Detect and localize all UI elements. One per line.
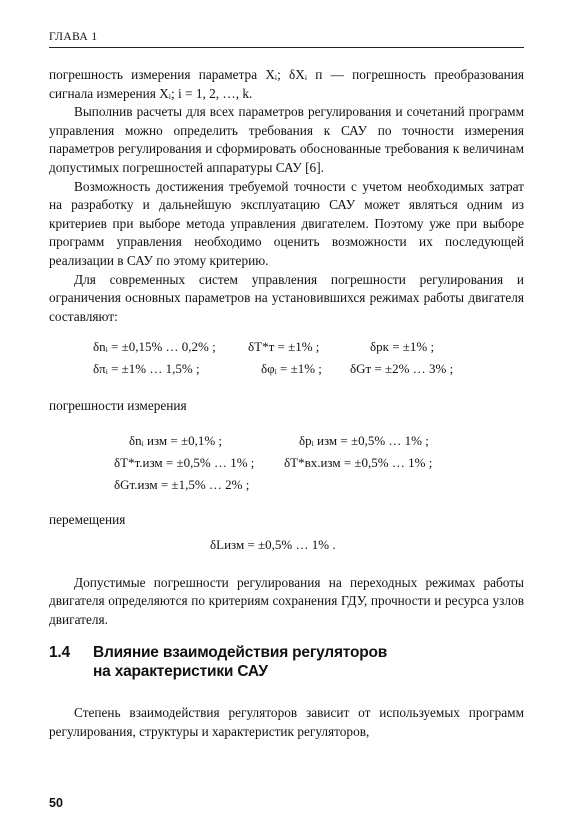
equation: δLизм = ±0,5% … 1% .	[210, 536, 336, 552]
label-measurement-errors: погрешности измерения	[49, 398, 187, 414]
measurement-errors-equations	[49, 430, 524, 496]
equation: δpᵢ изм = ±0,5% … 1% ;	[299, 432, 429, 448]
section-title-line1: Влияние взаимодействия регуляторов	[93, 644, 388, 662]
equation: δpк = ±1% ;	[370, 339, 435, 355]
equation: δT*т = ±1% ;	[248, 339, 320, 355]
equation: δπᵢ = ±1% … 1,5% ;	[93, 361, 200, 377]
label-displacement: перемещения	[49, 511, 126, 527]
section-title-line2: на характеристики САУ	[93, 663, 268, 681]
equation-row	[49, 452, 524, 474]
chapter-title: ГЛАВА 1	[49, 31, 98, 43]
paragraph-interaction-degree: Степень взаимодействия регуляторов зависит от используемых программ регулирования, структуры и характеристик регуляторов,	[49, 705, 524, 739]
page-body	[49, 66, 524, 741]
equation: δT*т.изм = ±0,5% … 1% ;	[114, 454, 255, 470]
equation-row	[49, 474, 524, 496]
paragraph-accuracy-criterion: Возможность достижения требуемой точности с учетом необходимых затрат на разработку и дальнейшую эксплуатацию САУ может являться одним из критериев при выборе метода управления двигателем. Поэтому уже при выборе программ управления необходимо оценить возможности их последующей реализации в САУ по этому критерию.	[49, 178, 524, 268]
regulation-errors-equations	[49, 336, 524, 382]
equation: δT*вх.изм = ±0,5% … 1% ;	[284, 454, 433, 470]
equation: δGт = ±2% … 3% ;	[350, 361, 454, 377]
equation: δnᵢ изм = ±0,1% ;	[129, 432, 223, 448]
displacement-equation	[49, 534, 524, 556]
section-number: 1.4	[49, 644, 70, 662]
equation: δφᵢ = ±1% ;	[261, 361, 322, 377]
paragraph-continuation: погрешность измерения параметра Xᵢ; δXᵢ п — погрешность преобразования сигнала измерения Xᵢ; i = 1, 2, …, k.	[49, 67, 524, 101]
equation: δnᵢ = ±0,15% … 0,2% ;	[93, 339, 216, 355]
page-number: 50	[49, 796, 63, 810]
equation-row	[49, 430, 524, 452]
paragraph-requirements: Выполнив расчеты для всех параметров регулирования и сочетаний программ управления можно определить требования к САУ по точности измерения параметров регулирования и сформировать обоснованные требования к величинам допустимых погрешностей аппаратуры САУ [6].	[49, 104, 524, 175]
section-heading	[49, 643, 524, 681]
paragraph-modern-systems: Для современных систем управления погрешности регулирования и ограничения основных параметров на установившихся режимах работы двигателя составляют:	[49, 271, 524, 324]
equation: δGт.изм = ±1,5% … 2% ;	[114, 476, 250, 492]
equation-row	[49, 358, 524, 380]
equation-row	[49, 336, 524, 358]
equation-row	[49, 534, 524, 556]
paragraph-transient-errors: Допустимые погрешности регулирования на переходных режимах работы двигателя определяются по критериям сохранения ГДУ, прочности и ресурса узлов двигателя.	[49, 574, 524, 627]
running-head	[49, 31, 524, 48]
